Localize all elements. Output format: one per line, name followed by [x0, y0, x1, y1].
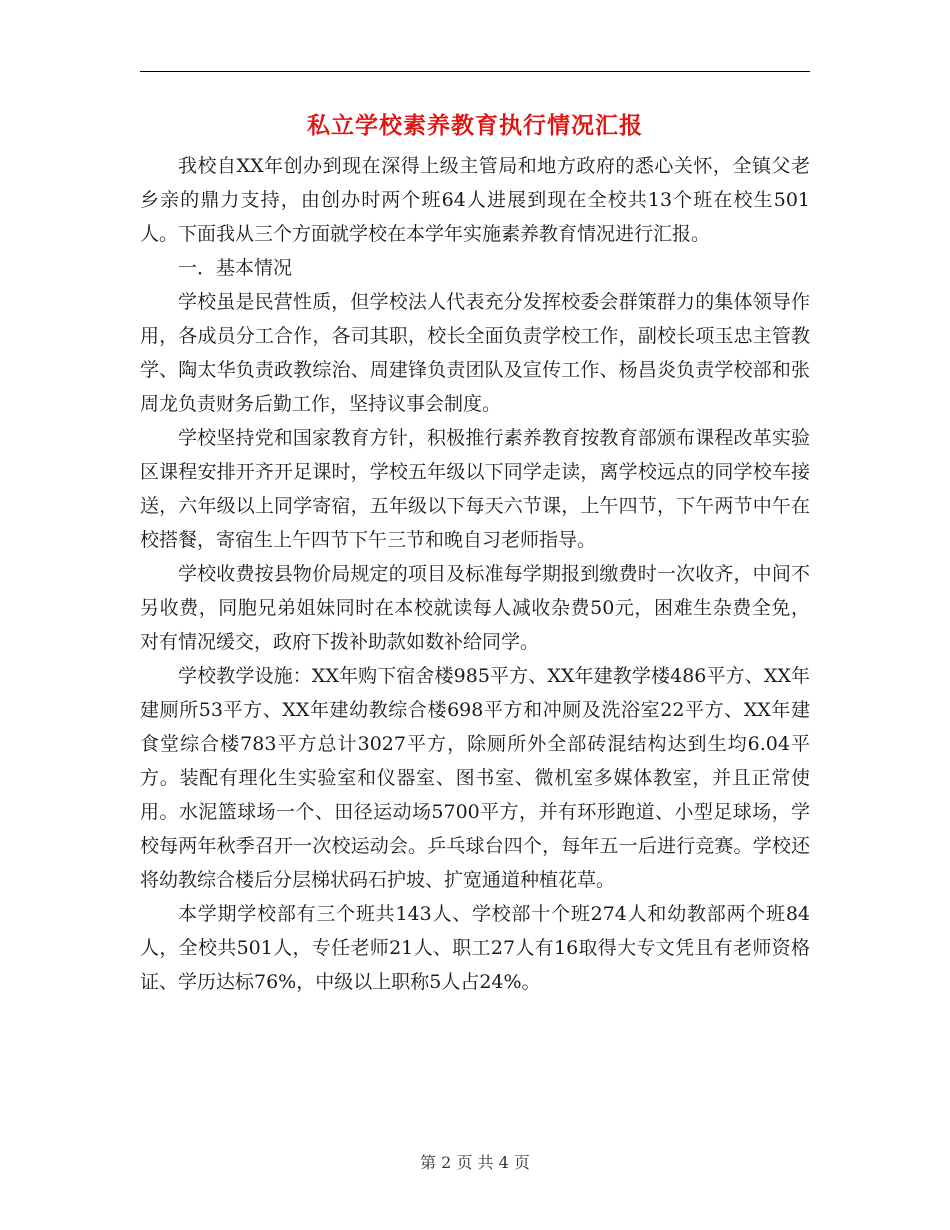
paragraph-curriculum: 学校坚持党和国家教育方针，积极推行素养教育按教育部颁布课程改革实验区课程安排开齐开足课时，学校五年级以下同学走读，离学校远点的同学校车接送，六年级以上同学寄宿，五年级以下每天六节课，上午四节，下午两节中午在校搭餐，寄宿生上午四节下午三节和晚自习老师指导。 — [140, 427, 810, 551]
paragraph-leadership: 学校虽是民营性质，但学校法人代表充分发挥校委会群策群力的集体领导作用，各成员分工合作，各司其职，校长全面负责学校工作，副校长项玉忠主管教学、陶太华负责政教综治、周建锋负责团队及宣传工作、杨昌炎负责学校部和张周龙负责财务后勤工作，坚持议事会制度。 — [140, 291, 810, 415]
document-body — [140, 149, 810, 999]
paragraph-enrollment: 本学期学校部有三个班共143人、学校部十个班274人和幼教部两个班84人，全校共501人，专任老师21人、职工27人有16取得大专文凭且有老师资格证、学历达标76%，中级以上职称5人占24%。 — [140, 903, 810, 993]
paragraph-intro: 我校自XX年创办到现在深得上级主管局和地方政府的悉心关怀，全镇父老乡亲的鼎力支持，由创办时两个班64人进展到现在全校共13个班在校生501人。下面我从三个方面就学校在本学年实施素养教育情况进行汇报。 — [140, 155, 810, 245]
document-title: 私立学校素养教育执行情况汇报 — [307, 112, 643, 139]
paragraph-facilities: 学校教学设施：XX年购下宿舍楼985平方、XX年建教学楼486平方、XX年建厕所53平方、XX年建幼教综合楼698平方和冲厕及洗浴室22平方、XX年建食堂综合楼783平方总计3027平方，除厕所外全部砖混结构达到生均6.04平方。装配有理化生实验室和仪器室、图书室、微机室多媒体教室，并且正常使用。水泥篮球场一个、田径运动场5700平方，并有环形跑道、小型足球场，学校每两年秋季召开一次校运动会。乒乓球台四个，每年五一后进行竞赛。学校还将幼教综合楼后分层梯状码石护坡、扩宽通道种植花草。 — [140, 665, 810, 891]
section-heading-basic-info: 一．基本情况 — [178, 257, 293, 279]
page-number: 第 2 页 共 4 页 — [420, 1153, 530, 1172]
paragraph-fees: 学校收费按县物价局规定的项目及标准每学期报到缴费时一次收齐，中间不另收费，同胞兄弟姐妹同时在本校就读每人减收杂费50元，困难生杂费全免，对有情况缓交，政府下拨补助款如数补给同学。 — [140, 563, 810, 653]
header-rule — [140, 71, 810, 72]
